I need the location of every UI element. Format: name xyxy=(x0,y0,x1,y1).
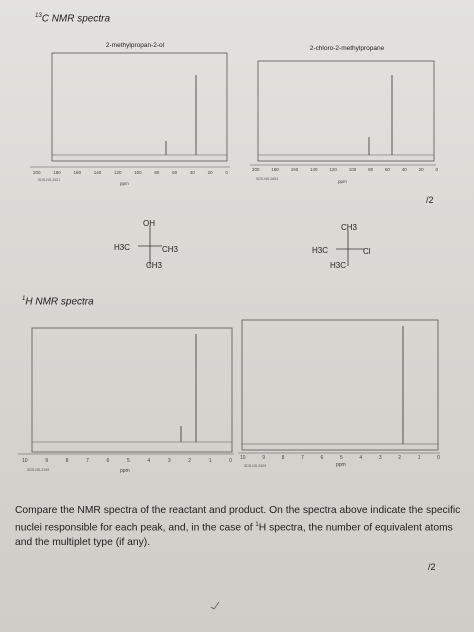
tick-label: 160 xyxy=(290,167,299,172)
tick-label: 1 xyxy=(208,458,212,464)
tick-label: 0 xyxy=(437,455,440,461)
tick-label: 120 xyxy=(113,170,122,175)
tick-label: 60 xyxy=(172,170,178,175)
h1-left-spectrum-plot xyxy=(18,320,240,480)
h1-right-tick-labels xyxy=(240,455,440,461)
molecule-left-right-group: CH3 xyxy=(162,245,179,254)
tick-label: 160 xyxy=(73,170,81,175)
tick-label: 3 xyxy=(167,458,171,464)
h1-left-tick-labels xyxy=(22,458,232,464)
h1-nucleus-superscript: 1 xyxy=(22,296,26,302)
tick-label: 200 xyxy=(252,167,260,172)
molecule-right-top-group: CH3 xyxy=(341,223,358,232)
tick-label: 60 xyxy=(384,167,390,172)
tick-label: 20 xyxy=(207,170,213,175)
plot-frame xyxy=(242,320,438,450)
question-marks: /2 xyxy=(428,562,436,572)
tick-label: 2 xyxy=(398,455,402,461)
tick-label: 80 xyxy=(368,167,374,172)
c13-right-spectrum-plot xyxy=(250,47,440,187)
c13-left-axis-unit: ppm xyxy=(120,181,129,186)
instructions-text-part2: H spectra, the number of equivalent atoms and the multiplet type (if any). xyxy=(15,522,453,549)
tick-label: 6 xyxy=(320,455,324,461)
tick-label: 3 xyxy=(378,455,382,461)
tick-label: 180 xyxy=(271,167,279,172)
tick-label: 0 xyxy=(229,458,232,464)
c13-left-spectrum-title: 2-methylpropan-2-ol xyxy=(105,42,165,49)
c13-section-heading xyxy=(35,13,110,24)
molecule-right-bottom-group: H3C xyxy=(330,261,347,270)
tick-label: 140 xyxy=(93,170,102,175)
plot-frame xyxy=(32,328,232,452)
tick-label: 5 xyxy=(339,455,343,461)
tick-label: 180 xyxy=(53,170,61,175)
c13-heading-text: C NMR spectra xyxy=(41,13,111,25)
c13-right-axis-unit: ppm xyxy=(338,179,347,184)
tick-label: 20 xyxy=(418,167,424,172)
tick-label: 100 xyxy=(134,170,142,175)
tick-label: 9 xyxy=(262,455,265,461)
tick-label: 0 xyxy=(435,167,438,172)
h1-left-spectrum-code: SDS-NS-2199 xyxy=(27,468,50,472)
tick-label: 2 xyxy=(188,458,192,464)
tick-label: 120 xyxy=(329,167,337,172)
tick-label: 8 xyxy=(281,455,285,461)
molecule-left-left-group: H3C xyxy=(114,243,131,252)
instructions-superscript: 1 xyxy=(255,522,259,528)
molecule-right-right-group: Cl xyxy=(363,247,371,256)
instructions-text-part1: Compare the NMR spectra of the reactant and product. On the spectra above indicate the specific nuclei responsible for each peak, and, in the case of xyxy=(15,505,461,534)
tick-label: 7 xyxy=(301,455,304,461)
question-instructions xyxy=(15,503,467,550)
c13-right-spectrum-code: SDS-NS-2654 xyxy=(256,177,279,181)
h1-section-heading xyxy=(22,296,94,307)
c13-left-spectrum-code: SDS-NS-2621 xyxy=(38,178,61,182)
tick-label: 40 xyxy=(189,170,195,175)
tick-label: 4 xyxy=(147,458,151,464)
tick-label: 80 xyxy=(154,170,160,175)
tick-label: 6 xyxy=(106,458,110,464)
h1-left-axis-unit: ppm xyxy=(120,468,130,474)
molecule-right-left-group: H3C xyxy=(312,246,329,255)
tick-label: 200 xyxy=(33,170,41,175)
c13-right-tick-labels xyxy=(252,167,438,172)
h1-right-spectrum-plot xyxy=(236,316,442,476)
h1-right-spectrum-code: SDS-NS-2625 xyxy=(244,464,267,468)
tick-label: 5 xyxy=(126,458,130,464)
plot-frame xyxy=(52,53,227,161)
c13-left-tick-labels xyxy=(33,170,228,175)
tick-label: 10 xyxy=(22,458,28,464)
molecule-left-top-group: OH xyxy=(143,219,155,228)
c13-nucleus-superscript: 13 xyxy=(35,13,42,19)
c13-marks: /2 xyxy=(426,195,434,205)
tick-label: 4 xyxy=(359,455,363,461)
plot-frame xyxy=(258,61,434,161)
c13-left-spectrum-plot xyxy=(30,45,230,185)
tick-label: 7 xyxy=(86,458,89,464)
tick-label: 10 xyxy=(240,455,246,461)
tick-label: 9 xyxy=(45,458,48,464)
pen-mark-icon xyxy=(210,600,220,610)
tick-label: 40 xyxy=(401,167,407,172)
tick-label: 0 xyxy=(225,170,228,175)
tick-label: 8 xyxy=(65,458,69,464)
h1-right-axis-unit: ppm xyxy=(336,462,346,468)
tick-label: 100 xyxy=(348,167,357,172)
c13-right-spectrum-title: 2-chloro-2-methylpropane xyxy=(309,45,385,52)
molecule-left-bottom-group: CH3 xyxy=(146,261,163,270)
h1-heading-text: H NMR spectra xyxy=(25,296,94,308)
tick-label: 1 xyxy=(417,455,421,461)
tick-label: 140 xyxy=(310,167,318,172)
